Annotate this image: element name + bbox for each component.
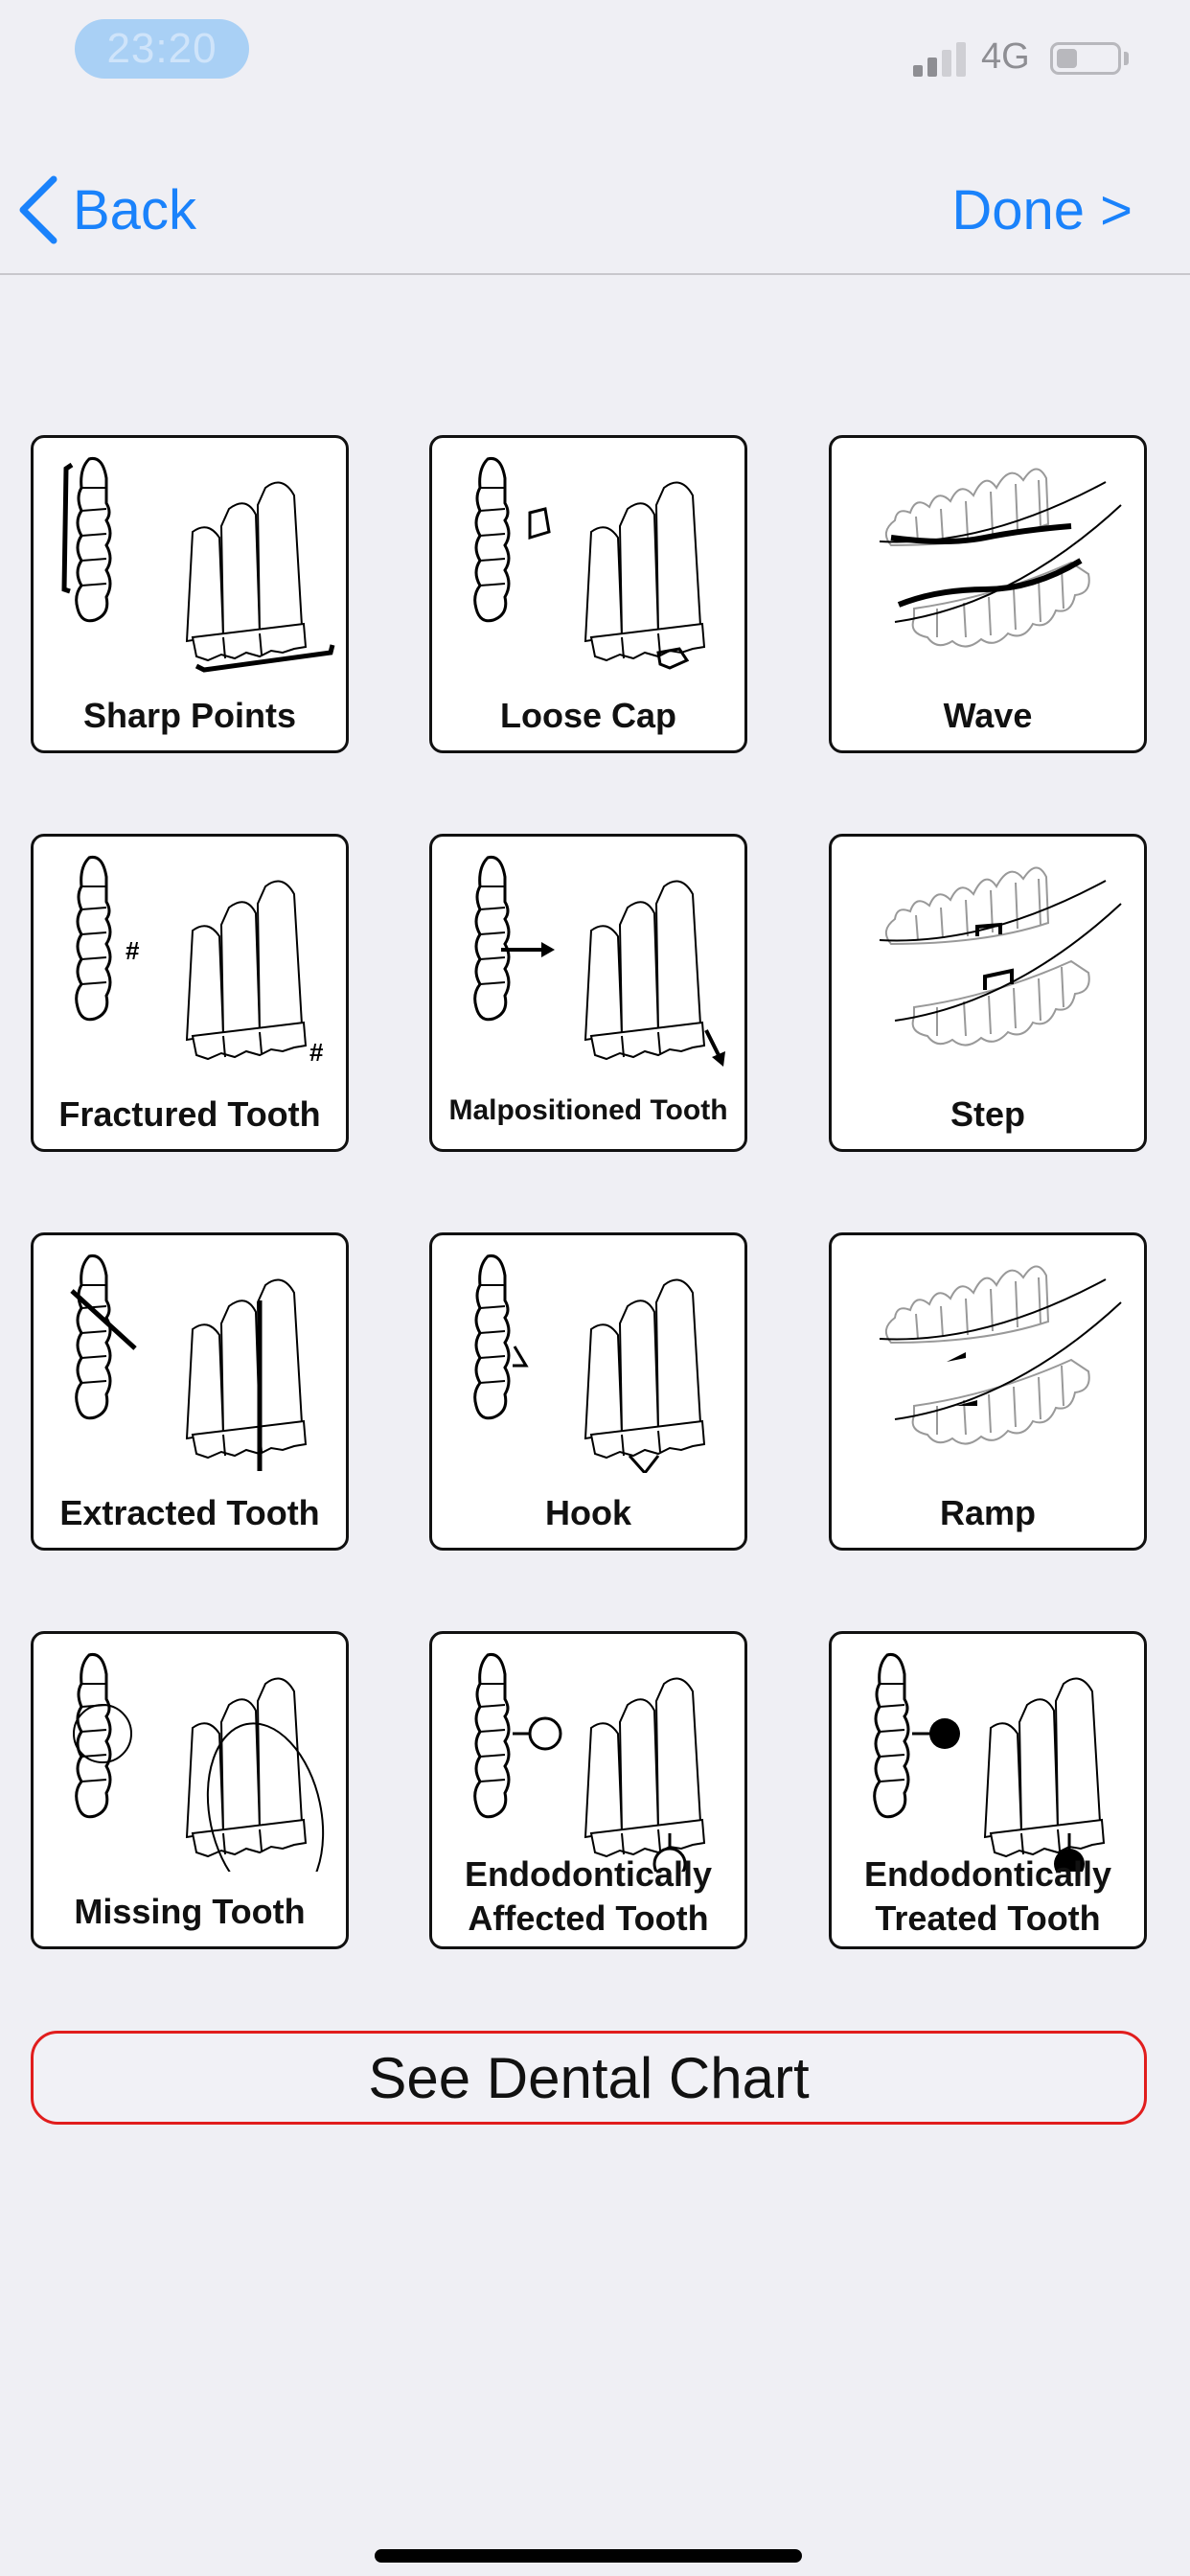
tile-label: Extracted Tooth xyxy=(59,1493,320,1532)
tile-label-line-1: Endodontically xyxy=(863,1854,1111,1894)
tile-label: Malpositioned Tooth xyxy=(448,1094,728,1126)
tile-label xyxy=(835,1852,1140,1941)
tile-label: Missing Tooth xyxy=(74,1892,306,1931)
see-dental-chart-button[interactable] xyxy=(31,2031,1147,2125)
tile-extracted-tooth[interactable] xyxy=(31,1232,349,1551)
tile-label xyxy=(436,1852,741,1941)
tile-label-line-1: Endodontically xyxy=(464,1854,712,1894)
step-icon xyxy=(841,844,1134,1074)
tile-loose-cap[interactable] xyxy=(429,435,747,753)
back-label: Back xyxy=(73,178,196,242)
tile-fractured-tooth[interactable] xyxy=(31,834,349,1152)
see-dental-chart-label: See Dental Chart xyxy=(368,2045,810,2110)
signal-bar xyxy=(913,65,923,77)
tile-label: Sharp Points xyxy=(82,696,297,735)
malpositioned-tooth-icon xyxy=(442,844,735,1074)
status-time: 23:20 xyxy=(106,25,217,72)
tile-step[interactable] xyxy=(829,834,1147,1152)
loose-cap-icon xyxy=(442,446,735,676)
tile-label: Hook xyxy=(545,1493,631,1532)
tile-malpositioned-tooth[interactable] xyxy=(429,834,747,1152)
tile-endodontically-treated-tooth[interactable] xyxy=(829,1631,1147,1949)
network-label: 4G xyxy=(981,36,1030,77)
battery-cap xyxy=(1124,52,1129,65)
home-indicator xyxy=(375,2549,802,2563)
signal-icon xyxy=(913,40,969,77)
tile-label: Step xyxy=(950,1094,1025,1134)
fractured-tooth-icon xyxy=(43,844,336,1074)
battery-fill xyxy=(1057,49,1077,68)
back-button[interactable] xyxy=(17,172,196,248)
tile-sharp-points[interactable] xyxy=(31,435,349,753)
tile-label: Fractured Tooth xyxy=(58,1094,321,1134)
tile-label-line-2: Affected Tooth xyxy=(468,1898,709,1938)
signal-bar xyxy=(956,42,966,77)
wave-icon xyxy=(841,446,1134,676)
nav-bar xyxy=(0,158,1190,275)
svg-text:#: # xyxy=(126,936,140,965)
chevron-left-icon xyxy=(17,175,59,244)
tile-endodontically-affected-tooth[interactable] xyxy=(429,1631,747,1949)
endo-treated-icon xyxy=(841,1642,1134,1872)
tile-missing-tooth[interactable] xyxy=(31,1631,349,1949)
missing-tooth-icon xyxy=(43,1642,336,1872)
signal-bar xyxy=(942,50,951,77)
signal-bar xyxy=(927,58,937,77)
status-bar xyxy=(0,0,1190,96)
sharp-points-icon xyxy=(43,446,336,676)
tile-hook[interactable] xyxy=(429,1232,747,1551)
tile-wave[interactable] xyxy=(829,435,1147,753)
svg-text:#: # xyxy=(309,1038,324,1067)
battery-icon xyxy=(1050,42,1121,75)
tile-ramp[interactable] xyxy=(829,1232,1147,1551)
done-button[interactable]: Done > xyxy=(951,178,1133,242)
tile-label-line-2: Treated Tooth xyxy=(875,1898,1101,1938)
extracted-tooth-icon xyxy=(43,1243,336,1473)
tile-label: Loose Cap xyxy=(499,696,677,735)
tile-label: Wave xyxy=(943,696,1033,735)
tile-label: Ramp xyxy=(939,1493,1037,1532)
endo-affected-icon xyxy=(442,1642,735,1872)
ramp-icon xyxy=(841,1243,1134,1473)
time-pill[interactable] xyxy=(75,19,249,79)
hook-icon xyxy=(442,1243,735,1473)
